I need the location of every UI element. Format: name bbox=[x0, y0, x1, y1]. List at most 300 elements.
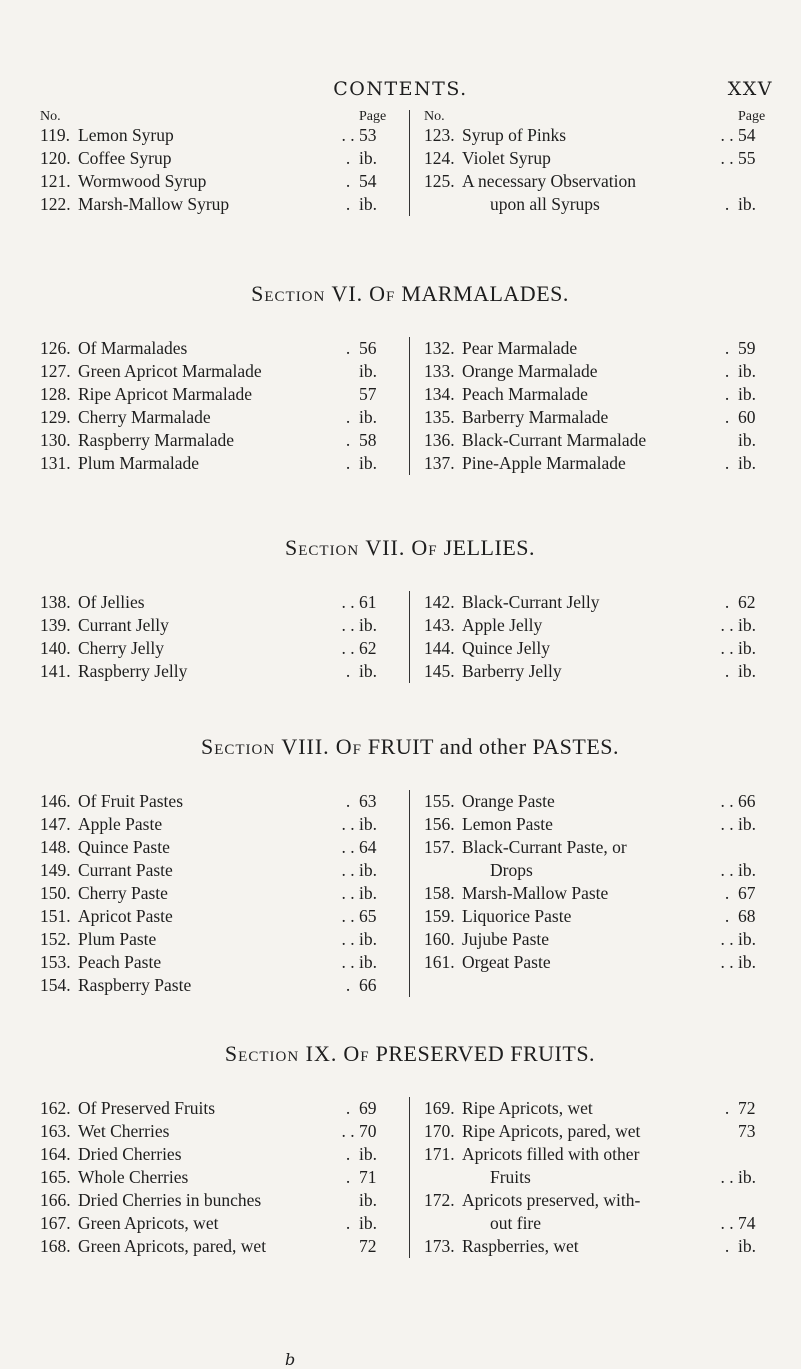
entry-page: ib. bbox=[738, 860, 756, 880]
entry-number bbox=[424, 1166, 462, 1189]
contents-entry bbox=[424, 429, 780, 452]
entry-number: 166. bbox=[40, 1190, 71, 1210]
contents-entry bbox=[40, 170, 401, 193]
entry-title: Marsh-Mallow Paste bbox=[462, 883, 609, 903]
contents-entry bbox=[424, 790, 780, 813]
entry-title: Lemon Paste bbox=[462, 814, 553, 834]
entry-title: Apricots filled with other bbox=[462, 1144, 640, 1164]
entry-title: Raspberries, wet bbox=[462, 1236, 579, 1256]
entry-title: Orange Paste bbox=[462, 791, 555, 811]
entry-number: 133. bbox=[424, 361, 455, 381]
entry-title: Apricot Paste bbox=[78, 906, 173, 926]
entry-page: ib. bbox=[359, 661, 377, 681]
entry-number: 144. bbox=[424, 638, 455, 658]
contents-entry bbox=[424, 1166, 780, 1189]
entry-title: Dried Cherries in bunches bbox=[78, 1190, 262, 1210]
entry-number: 158. bbox=[424, 883, 455, 903]
entry-page bbox=[738, 1189, 780, 1212]
entry-title: Jujube Paste bbox=[462, 929, 550, 949]
contents-entry bbox=[40, 1189, 401, 1212]
contents-entry bbox=[40, 193, 401, 216]
contents-entry bbox=[40, 928, 401, 951]
leader-dots: . . bbox=[720, 791, 734, 811]
section-marmalades bbox=[40, 281, 780, 475]
entry-page: 74 bbox=[738, 1213, 756, 1233]
entry-number: 172. bbox=[424, 1190, 455, 1210]
leader-dots bbox=[337, 1235, 359, 1258]
contents-entry bbox=[40, 406, 401, 429]
page-header bbox=[0, 78, 801, 104]
entry-number: 140. bbox=[40, 638, 71, 658]
entry-title: Raspberry Jelly bbox=[78, 661, 188, 681]
entry-title: Green Apricots, pared, wet bbox=[78, 1236, 267, 1256]
entry-number bbox=[424, 1212, 462, 1235]
entry-title: Pine-Apple Marmalade bbox=[462, 453, 626, 473]
contents-entry bbox=[40, 859, 401, 882]
entry-title: Fruits bbox=[490, 1167, 531, 1187]
entry-page: ib. bbox=[359, 615, 377, 635]
entry-page bbox=[738, 836, 780, 859]
column-header bbox=[424, 110, 780, 124]
entry-page: 63 bbox=[359, 791, 377, 811]
leader-dots bbox=[337, 1189, 359, 1212]
entry-number: 146. bbox=[40, 791, 71, 811]
entry-number: 159. bbox=[424, 906, 455, 926]
entry-title: Plum Marmalade bbox=[78, 453, 200, 473]
contents-entry bbox=[424, 170, 780, 193]
entry-number: 141. bbox=[40, 661, 71, 681]
entry-number: 130. bbox=[40, 430, 71, 450]
contents-entry bbox=[40, 1212, 401, 1235]
entry-title: upon all Syrups bbox=[490, 194, 600, 214]
leader-dots bbox=[716, 1120, 738, 1143]
entry-number: 125. bbox=[424, 171, 455, 191]
leader-dots: . . bbox=[720, 1213, 734, 1233]
contents-entry bbox=[40, 614, 401, 637]
entry-number: 136. bbox=[424, 430, 455, 450]
contents-entry bbox=[40, 360, 401, 383]
contents-entry bbox=[40, 951, 401, 974]
entry-title: Currant Jelly bbox=[78, 615, 169, 635]
section-preserved-fruits bbox=[40, 1041, 780, 1258]
entry-title: out fire bbox=[490, 1213, 542, 1233]
entry-number: 145. bbox=[424, 661, 455, 681]
leader-dots bbox=[716, 429, 738, 452]
leader-dots: . . bbox=[720, 814, 734, 834]
entry-page bbox=[738, 170, 780, 193]
entry-page: ib. bbox=[738, 384, 756, 404]
entry-number: 162. bbox=[40, 1098, 71, 1118]
entry-number: 129. bbox=[40, 407, 71, 427]
leader-dots: . . bbox=[720, 929, 734, 949]
leader-dots bbox=[337, 360, 359, 383]
section-syrups-continued bbox=[40, 110, 780, 216]
leader-dots: . bbox=[724, 1098, 730, 1118]
page-label: Page bbox=[359, 109, 387, 124]
contents-entry bbox=[424, 452, 780, 475]
leader-dots: . bbox=[345, 1098, 351, 1118]
entry-page: ib. bbox=[359, 453, 377, 473]
page-number: XXV bbox=[727, 78, 773, 100]
entry-number: 149. bbox=[40, 860, 71, 880]
contents-entry bbox=[424, 836, 780, 859]
leader-dots: . bbox=[345, 430, 351, 450]
entry-title: Black-Currant Paste, or bbox=[462, 837, 627, 857]
entry-title: Whole Cherries bbox=[78, 1167, 189, 1187]
entry-number: 154. bbox=[40, 975, 71, 995]
leader-dots: . . bbox=[720, 860, 734, 880]
entry-title: Liquorice Paste bbox=[462, 906, 572, 926]
entry-title: Wormwood Syrup bbox=[78, 171, 207, 191]
entry-page: 69 bbox=[359, 1098, 377, 1118]
entry-page: 66 bbox=[359, 975, 377, 995]
contents-entry bbox=[424, 614, 780, 637]
contents-entry bbox=[424, 1189, 780, 1212]
leader-dots: . . bbox=[341, 125, 355, 145]
contents-entry bbox=[424, 1120, 780, 1143]
page-label: Page bbox=[738, 109, 766, 124]
leader-dots bbox=[716, 170, 738, 193]
contents-entry bbox=[424, 383, 780, 406]
entry-title: Cherry Marmalade bbox=[78, 407, 211, 427]
leader-dots: . bbox=[345, 975, 351, 995]
leader-dots: . bbox=[345, 148, 351, 168]
section-pastes bbox=[40, 734, 780, 997]
entry-title: Barberry Jelly bbox=[462, 661, 562, 681]
leader-dots: . . bbox=[341, 814, 355, 834]
contents-entry bbox=[40, 337, 401, 360]
leader-dots: . . bbox=[720, 125, 734, 145]
entry-number: 122. bbox=[40, 194, 71, 214]
entry-number: 151. bbox=[40, 906, 71, 926]
column-header bbox=[40, 110, 401, 124]
entry-title: Orange Marmalade bbox=[462, 361, 598, 381]
contents-entry bbox=[40, 452, 401, 475]
leader-dots: . bbox=[724, 338, 730, 358]
leader-dots: . bbox=[724, 194, 730, 214]
entry-title: Raspberry Paste bbox=[78, 975, 192, 995]
entry-page: ib. bbox=[359, 1213, 377, 1233]
entry-page: 59 bbox=[738, 338, 756, 358]
section-title: Section IX. Of PRESERVED FRUITS. bbox=[224, 1041, 596, 1066]
entry-title: Black-Currant Jelly bbox=[462, 592, 600, 612]
entry-page: ib. bbox=[359, 929, 377, 949]
contents-entry bbox=[424, 660, 780, 683]
entry-number: 165. bbox=[40, 1167, 71, 1187]
entry-title: Plum Paste bbox=[78, 929, 157, 949]
entry-title: Orgeat Paste bbox=[462, 952, 551, 972]
entry-title: Violet Syrup bbox=[462, 148, 551, 168]
leader-dots: . bbox=[724, 661, 730, 681]
entry-number: 167. bbox=[40, 1213, 71, 1233]
entry-number: 142. bbox=[424, 592, 455, 612]
leader-dots: . . bbox=[341, 638, 355, 658]
entry-title: Green Apricots, wet bbox=[78, 1213, 219, 1233]
entry-page: ib. bbox=[359, 860, 377, 880]
entry-title: Syrup of Pinks bbox=[462, 125, 567, 145]
entry-page: 62 bbox=[359, 638, 377, 658]
leader-dots bbox=[337, 383, 359, 406]
leader-dots: . . bbox=[720, 1167, 734, 1187]
entry-number: 123. bbox=[424, 125, 455, 145]
leader-dots: . bbox=[345, 1213, 351, 1233]
entry-page: 58 bbox=[359, 430, 377, 450]
entry-title: Dried Cherries bbox=[78, 1144, 182, 1164]
leader-dots: . . bbox=[720, 952, 734, 972]
section-title: Section VII. Of JELLIES. bbox=[285, 535, 535, 560]
entry-title: Peach Marmalade bbox=[462, 384, 588, 404]
entry-number: 132. bbox=[424, 338, 455, 358]
entry-title: Apricots preserved, with- bbox=[462, 1190, 641, 1210]
entry-page: ib. bbox=[359, 883, 377, 903]
contents-entry bbox=[424, 813, 780, 836]
leader-dots: . . bbox=[341, 615, 355, 635]
entry-title: Coffee Syrup bbox=[78, 148, 172, 168]
contents-entry bbox=[424, 882, 780, 905]
entry-number: 152. bbox=[40, 929, 71, 949]
contents-entry bbox=[40, 429, 401, 452]
leader-dots: . . bbox=[341, 1121, 355, 1141]
contents-entry bbox=[40, 591, 401, 614]
contents-entry bbox=[424, 859, 780, 882]
entry-page: 61 bbox=[359, 592, 377, 612]
leader-dots: . bbox=[724, 592, 730, 612]
leader-dots: . . bbox=[341, 860, 355, 880]
contents-entry bbox=[424, 193, 780, 216]
entry-page: 72 bbox=[359, 1236, 377, 1256]
contents-entry bbox=[424, 1143, 780, 1166]
entry-number: 135. bbox=[424, 407, 455, 427]
leader-dots: . . bbox=[341, 883, 355, 903]
entry-title: Cherry Jelly bbox=[78, 638, 165, 658]
contents-entry bbox=[40, 147, 401, 170]
page-title: CONTENTS. bbox=[333, 78, 468, 100]
entry-title: Apple Paste bbox=[78, 814, 163, 834]
leader-dots bbox=[716, 1189, 738, 1212]
entry-page: 66 bbox=[738, 791, 756, 811]
entry-number: 164. bbox=[40, 1144, 71, 1164]
entry-title: Green Apricot Marmalade bbox=[78, 361, 262, 381]
contents-entry bbox=[424, 124, 780, 147]
entry-title: Apple Jelly bbox=[462, 615, 543, 635]
entry-title: Quince Paste bbox=[78, 837, 170, 857]
leader-dots bbox=[716, 836, 738, 859]
entry-title: Ripe Apricots, wet bbox=[462, 1098, 593, 1118]
entry-page: ib. bbox=[738, 453, 756, 473]
leader-dots: . bbox=[345, 338, 351, 358]
contents-entry bbox=[40, 813, 401, 836]
left-column bbox=[40, 790, 410, 997]
entry-number: 155. bbox=[424, 791, 455, 811]
entry-number bbox=[424, 859, 462, 882]
entry-page: ib. bbox=[738, 430, 756, 450]
leader-dots: . bbox=[724, 407, 730, 427]
entry-page: 71 bbox=[359, 1167, 377, 1187]
no-label: No. bbox=[424, 109, 445, 124]
entry-number: 171. bbox=[424, 1144, 455, 1164]
entry-number: 127. bbox=[40, 361, 71, 381]
contents-entry bbox=[40, 1143, 401, 1166]
entry-number: 128. bbox=[40, 384, 71, 404]
contents-entry bbox=[40, 882, 401, 905]
entry-page: 56 bbox=[359, 338, 377, 358]
contents-entry bbox=[424, 1212, 780, 1235]
entry-page: ib. bbox=[738, 194, 756, 214]
leader-dots: . . bbox=[720, 638, 734, 658]
entry-page: ib. bbox=[738, 361, 756, 381]
entry-page: 70 bbox=[359, 1121, 377, 1141]
entry-number bbox=[424, 193, 462, 216]
entry-title: Of Jellies bbox=[78, 592, 145, 612]
entry-number: 143. bbox=[424, 615, 455, 635]
contents-entry bbox=[40, 790, 401, 813]
contents-entry bbox=[424, 591, 780, 614]
entry-page: ib. bbox=[738, 1167, 756, 1187]
leader-dots: . bbox=[724, 453, 730, 473]
contents-entry bbox=[40, 1120, 401, 1143]
leader-dots: . . bbox=[720, 148, 734, 168]
signature-mark: b bbox=[285, 1350, 296, 1369]
contents-entry bbox=[424, 928, 780, 951]
entry-number: 139. bbox=[40, 615, 71, 635]
entry-title: Lemon Syrup bbox=[78, 125, 174, 145]
entry-title: Ripe Apricot Marmalade bbox=[78, 384, 252, 404]
leader-dots: . bbox=[724, 906, 730, 926]
contents-entry bbox=[40, 1166, 401, 1189]
entry-page: ib. bbox=[359, 194, 377, 214]
contents-entry bbox=[424, 1235, 780, 1258]
entry-number: 124. bbox=[424, 148, 455, 168]
entry-page: 68 bbox=[738, 906, 756, 926]
entry-page: ib. bbox=[738, 814, 756, 834]
entry-page: ib. bbox=[359, 952, 377, 972]
entry-number: 160. bbox=[424, 929, 455, 949]
leader-dots: . bbox=[724, 361, 730, 381]
leader-dots: . bbox=[345, 791, 351, 811]
entry-title: Of Preserved Fruits bbox=[78, 1098, 216, 1118]
entry-number: 137. bbox=[424, 453, 455, 473]
leader-dots: . bbox=[724, 384, 730, 404]
contents-entry bbox=[40, 905, 401, 928]
leader-dots bbox=[716, 1143, 738, 1166]
entry-page: ib. bbox=[359, 407, 377, 427]
entry-page: 73 bbox=[738, 1121, 756, 1141]
leader-dots: . . bbox=[720, 615, 734, 635]
entry-page: ib. bbox=[738, 929, 756, 949]
entry-page: ib. bbox=[359, 148, 377, 168]
contents-entry bbox=[424, 1097, 780, 1120]
entry-number: 138. bbox=[40, 592, 71, 612]
entry-page: ib. bbox=[359, 361, 377, 381]
entry-number: 131. bbox=[40, 453, 71, 473]
entry-page: 55 bbox=[738, 148, 756, 168]
entry-title: Raspberry Marmalade bbox=[78, 430, 234, 450]
entry-title: Marsh-Mallow Syrup bbox=[78, 194, 230, 214]
leader-dots: . . bbox=[341, 929, 355, 949]
contents-entry bbox=[40, 124, 401, 147]
entry-page: 65 bbox=[359, 906, 377, 926]
entry-page: 72 bbox=[738, 1098, 756, 1118]
no-label: No. bbox=[40, 109, 61, 124]
entry-page: 64 bbox=[359, 837, 377, 857]
entry-title: Currant Paste bbox=[78, 860, 173, 880]
contents-entry bbox=[40, 1235, 401, 1258]
leader-dots: . . bbox=[341, 592, 355, 612]
entry-page: ib. bbox=[359, 1190, 377, 1210]
entry-number: 153. bbox=[40, 952, 71, 972]
entry-page: 57 bbox=[359, 384, 377, 404]
leader-dots: . bbox=[724, 883, 730, 903]
entry-title: Black-Currant Marmalade bbox=[462, 430, 647, 450]
entry-number: 168. bbox=[40, 1236, 71, 1256]
entry-number: 161. bbox=[424, 952, 455, 972]
entry-title: Pear Marmalade bbox=[462, 338, 578, 358]
section-title: Section VI. Of MARMALADES. bbox=[251, 281, 569, 306]
entry-number: 170. bbox=[424, 1121, 455, 1141]
entry-page: ib. bbox=[738, 615, 756, 635]
entry-number: 173. bbox=[424, 1236, 455, 1256]
entry-title: Drops bbox=[490, 860, 533, 880]
entry-number: 169. bbox=[424, 1098, 455, 1118]
entry-title: Ripe Apricots, pared, wet bbox=[462, 1121, 641, 1141]
entry-page: 62 bbox=[738, 592, 756, 612]
entry-page: ib. bbox=[359, 1144, 377, 1164]
entry-page: 60 bbox=[738, 407, 756, 427]
contents-entry bbox=[40, 383, 401, 406]
contents-entry bbox=[424, 951, 780, 974]
entry-title: Of Fruit Pastes bbox=[78, 791, 183, 811]
section-jellies bbox=[40, 535, 780, 683]
entry-number: 121. bbox=[40, 171, 71, 191]
entry-page: ib. bbox=[359, 814, 377, 834]
contents-entry bbox=[424, 905, 780, 928]
entry-number: 157. bbox=[424, 837, 455, 857]
entry-number: 134. bbox=[424, 384, 455, 404]
leader-dots: . bbox=[345, 453, 351, 473]
entry-title: Wet Cherries bbox=[78, 1121, 170, 1141]
contents-entry bbox=[40, 974, 401, 997]
leader-dots: . bbox=[345, 194, 351, 214]
entry-page: 67 bbox=[738, 883, 756, 903]
left-column bbox=[40, 591, 410, 683]
left-column bbox=[40, 1097, 410, 1258]
entry-title: Peach Paste bbox=[78, 952, 162, 972]
right-column bbox=[410, 110, 780, 216]
leader-dots: . bbox=[345, 1144, 351, 1164]
entry-title: Of Marmalades bbox=[78, 338, 188, 358]
entry-number: 150. bbox=[40, 883, 71, 903]
contents-entry bbox=[424, 360, 780, 383]
left-column bbox=[40, 110, 410, 216]
entry-number: 126. bbox=[40, 338, 71, 358]
leader-dots: . . bbox=[341, 952, 355, 972]
right-column bbox=[410, 337, 780, 475]
entry-page: ib. bbox=[738, 638, 756, 658]
leader-dots: . bbox=[724, 1236, 730, 1256]
contents-entry bbox=[424, 406, 780, 429]
leader-dots: . bbox=[345, 1167, 351, 1187]
section-title: Section VIII. Of FRUIT and other PASTES. bbox=[200, 734, 620, 759]
leader-dots: . . bbox=[341, 837, 355, 857]
contents-entry bbox=[40, 836, 401, 859]
leader-dots: . bbox=[345, 661, 351, 681]
contents-entry bbox=[424, 147, 780, 170]
entry-page: 53 bbox=[359, 125, 377, 145]
contents-entry bbox=[40, 660, 401, 683]
right-column bbox=[410, 1097, 780, 1258]
entry-number: 120. bbox=[40, 148, 71, 168]
leader-dots: . bbox=[345, 407, 351, 427]
